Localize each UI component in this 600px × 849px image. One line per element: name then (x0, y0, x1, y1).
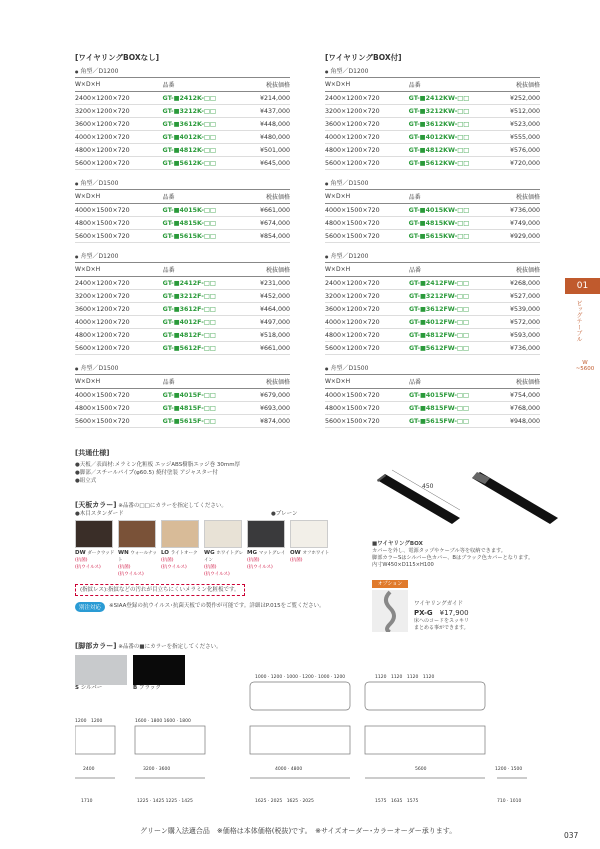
price-cell: ¥448,000 (245, 118, 290, 131)
price-cell: ¥464,000 (245, 303, 290, 316)
size-cell: 4800×1200×720 (325, 329, 403, 342)
size-cell: 4000×1200×720 (325, 316, 403, 329)
code-cell: GT-■3212KW-□□ (403, 105, 498, 118)
price-group (75, 178, 290, 243)
column-header: 品番 (157, 190, 246, 204)
code-cell: GT-■3212F-□□ (157, 290, 245, 303)
color-swatch: DW ダークウッド (抗菌) (抗ウイルス) (75, 520, 115, 578)
table-row (325, 144, 540, 157)
code-cell: GT-■4012F-□□ (157, 316, 245, 329)
column-header: W×D×H (325, 375, 403, 389)
table-row (325, 92, 540, 105)
table-row (75, 342, 290, 355)
right-groups (325, 66, 540, 428)
swatch-sub: (抗菌) (抗ウイルス) (204, 565, 230, 577)
price-table (325, 77, 540, 170)
svg-text:1000 · 1200 · 1000 · 1200 · 10: 1000 · 1200 · 1000 · 1200 · 1000 · 1200 (255, 675, 346, 680)
table-row (325, 415, 540, 428)
code-cell: GT-■2412FW-□□ (403, 277, 497, 290)
svg-text:5600: 5600 (415, 767, 427, 772)
group-label: ● 舟型／D1500 (325, 363, 540, 372)
svg-text:1200 · 1500: 1200 · 1500 (495, 767, 523, 772)
code-cell: GT-■5615K-□□ (157, 230, 246, 243)
column-header: W×D×H (75, 375, 157, 389)
top-color-swatches (75, 520, 355, 578)
size-cell: 3200×1200×720 (75, 105, 157, 118)
color-swatch: LO ライトオーク (抗菌) (抗ウイルス) (161, 520, 201, 578)
column-header: 品番 (157, 263, 245, 277)
price-table (325, 189, 540, 243)
column-header: 品番 (157, 375, 245, 389)
svg-text:4000 · 4800: 4000 · 4800 (275, 767, 303, 772)
table-row (325, 131, 540, 144)
swatch-color (118, 520, 156, 548)
size-cell: 3600×1200×720 (325, 303, 403, 316)
leg-color-title: [脚部カラー] (75, 642, 117, 650)
code-cell: GT-■5612KW-□□ (403, 157, 498, 170)
size-cell: 5600×1200×720 (75, 157, 157, 170)
price-cell: ¥736,000 (497, 342, 540, 355)
group-label: ● 舟型／D1500 (75, 363, 290, 372)
color-swatch: WN ウォールナット (抗菌) (抗ウイルス) (118, 520, 158, 578)
svg-text:1710: 1710 (81, 799, 93, 804)
color-swatch: OW オフホワイト (抗菌) (290, 520, 330, 578)
group-label: ● 角型／D1500 (75, 178, 290, 187)
table-row (75, 217, 290, 230)
table-row (75, 303, 290, 316)
table-row (75, 316, 290, 329)
price-cell: ¥480,000 (245, 131, 290, 144)
chapter-tab: 01 (565, 278, 600, 294)
top-color-note: ※品番の□□にカラーを指定してください。 (118, 503, 227, 509)
column-header: 品番 (403, 190, 498, 204)
size-cell: 3600×1200×720 (75, 118, 157, 131)
wiring-box-dimension: 450 (422, 483, 434, 490)
column-header: 税抜価格 (497, 78, 540, 92)
leg-color-note: ※品番の■にカラーを指定してください。 (118, 644, 222, 650)
price-cell: ¥854,000 (245, 230, 290, 243)
column-header: W×D×H (75, 78, 157, 92)
size-cell: 3600×1200×720 (325, 118, 403, 131)
price-cell: ¥501,000 (245, 144, 290, 157)
column-header: 税抜価格 (245, 190, 290, 204)
leg-swatch-black: B ブラック (133, 655, 185, 692)
column-header: 品番 (157, 78, 246, 92)
common-specs (75, 448, 335, 485)
swatch-color (161, 520, 199, 548)
group-label: ● 角型／D1500 (325, 178, 540, 187)
table-row (75, 290, 290, 303)
group-label: ● 舟型／D1200 (325, 251, 540, 260)
wiring-guide-image (372, 590, 408, 632)
size-cell: 5600×1200×720 (325, 157, 403, 170)
svg-text:710 · 1010: 710 · 1010 (497, 799, 522, 804)
chapter-tab-label: ビッグテーブル (575, 300, 582, 342)
swatch-color (290, 520, 328, 548)
column-header: 税抜価格 (245, 263, 290, 277)
column-header: 税抜価格 (497, 375, 540, 389)
table-row (75, 389, 290, 402)
group-label: ● 角型／D1200 (75, 66, 290, 75)
top-color-title: [天板カラー] (75, 501, 117, 509)
table-row (75, 415, 290, 428)
size-cell: 4800×1200×720 (75, 144, 157, 157)
table-row (75, 230, 290, 243)
svg-text:1225 · 1425 1225 · 1425: 1225 · 1425 1225 · 1425 (137, 799, 193, 804)
svg-text:1600 · 1800 1600 · 1800: 1600 · 1800 1600 · 1800 (135, 719, 191, 724)
code-cell: GT-■4812FW-□□ (403, 329, 497, 342)
swatch-sub: (抗菌) (抗ウイルス) (118, 565, 144, 577)
special-order-text: ※SIAA登録の抗ウイルス･抗菌天板での製作が可能です。詳細はP.015をご覧ください。 (109, 603, 325, 609)
code-cell: GT-■4012KW-□□ (403, 131, 498, 144)
code-cell: GT-■3612KW-□□ (403, 118, 498, 131)
table-row (325, 316, 540, 329)
column-header: W×D×H (325, 263, 403, 277)
price-cell: ¥572,000 (497, 316, 540, 329)
size-cell: 4800×1200×720 (75, 329, 157, 342)
price-table (325, 262, 540, 355)
price-cell: ¥720,000 (497, 157, 540, 170)
footer-note: グリーン購入法適合品 ※価格は本体価格(税抜)です。 ※サイズオーダー･カラーオーダー承ります。 (140, 827, 457, 835)
left-section-title: [ワイヤリングBOXなし] (75, 53, 160, 62)
price-cell: ¥527,000 (497, 290, 540, 303)
chapter-tab-range: W ~5600 (575, 360, 595, 372)
svg-text:1200 1200: 1200 1200 (75, 719, 103, 724)
column-header: W×D×H (75, 263, 157, 277)
price-cell: ¥754,000 (497, 389, 540, 402)
size-cell: 5600×1200×720 (325, 342, 403, 355)
wiring-guide-name: ワイヤリングガイド (414, 601, 464, 607)
code-cell: GT-■3212FW-□□ (403, 290, 497, 303)
table-row (75, 144, 290, 157)
size-cell: 2400×1200×720 (325, 92, 403, 105)
wiring-box-title: ■ワイヤリングBOX (372, 541, 423, 547)
code-cell: GT-■4012FW-□□ (403, 316, 497, 329)
size-cell: 4000×1500×720 (75, 204, 157, 217)
table-row (75, 329, 290, 342)
swatch-sub: (抗菌) (抗ウイルス) (75, 558, 101, 570)
price-table (75, 77, 290, 170)
code-cell: GT-■3612FW-□□ (403, 303, 497, 316)
svg-text:3200 · 3600: 3200 · 3600 (143, 767, 171, 772)
svg-text:2400: 2400 (83, 767, 95, 772)
table-row (325, 303, 540, 316)
column-header: W×D×H (75, 190, 157, 204)
code-cell: GT-■4815FW-□□ (403, 402, 497, 415)
price-cell: ¥252,000 (497, 92, 540, 105)
table-row (75, 131, 290, 144)
price-group (75, 363, 290, 428)
code-cell: GT-■5615FW-□□ (403, 415, 497, 428)
column-header: 税抜価格 (245, 78, 290, 92)
code-cell: GT-■4815F-□□ (157, 402, 245, 415)
size-cell: 3600×1200×720 (75, 303, 157, 316)
table-row (75, 92, 290, 105)
wood-label: ●木目スタンダード (75, 511, 124, 517)
price-cell: ¥768,000 (497, 402, 540, 415)
wiring-guide-desc: 床へのコードをスッキリ まとめる事ができます。 (414, 618, 469, 631)
size-cell: 4000×1200×720 (75, 131, 157, 144)
size-cell: 4800×1500×720 (325, 402, 403, 415)
swatch-sub: (抗菌) (抗ウイルス) (161, 558, 187, 570)
code-cell: GT-■4015FW-□□ (403, 389, 497, 402)
price-group (75, 251, 290, 355)
swatch-color (204, 520, 242, 548)
column-header: W×D×H (325, 190, 403, 204)
common-spec-line: ●組立式 (75, 478, 97, 484)
code-cell: GT-■4015F-□□ (157, 389, 245, 402)
table-row (325, 342, 540, 355)
price-cell: ¥555,000 (497, 131, 540, 144)
size-cell: 3200×1200×720 (75, 290, 157, 303)
price-cell: ¥497,000 (245, 316, 290, 329)
price-cell: ¥693,000 (245, 402, 290, 415)
code-cell: GT-■4812F-□□ (157, 329, 245, 342)
price-group (75, 66, 290, 170)
price-cell: ¥948,000 (497, 415, 540, 428)
table-row (75, 277, 290, 290)
price-cell: ¥231,000 (245, 277, 290, 290)
table-row (325, 389, 540, 402)
price-cell: ¥512,000 (497, 105, 540, 118)
table-row (325, 118, 540, 131)
code-cell: GT-■4015K-□□ (157, 204, 246, 217)
swatch-sub: (抗菌) (290, 558, 303, 563)
table-row (325, 290, 540, 303)
code-cell: GT-■3612F-□□ (157, 303, 245, 316)
code-cell: GT-■5612K-□□ (157, 157, 246, 170)
fingerprint-note: (指紋レス):指紋などの汚れが目立ちにくいメラミン化粧板です。 (75, 584, 245, 596)
code-cell: GT-■4015KW-□□ (403, 204, 498, 217)
price-cell: ¥674,000 (245, 217, 290, 230)
column-header: 品番 (403, 78, 498, 92)
size-cell: 2400×1200×720 (75, 277, 157, 290)
price-cell: ¥749,000 (497, 217, 540, 230)
group-label: ● 角型／D1200 (325, 66, 540, 75)
swatch-sub: (抗菌) (抗ウイルス) (247, 558, 273, 570)
left-price-column (75, 52, 290, 436)
leg-swatch-silver: S シルバー (75, 655, 127, 692)
code-cell: GT-■4815KW-□□ (403, 217, 498, 230)
column-header: 品番 (403, 263, 497, 277)
wiring-box-desc: カバーを外し、電源タップやケーブル等を収納できます。 脚部カラーSはシルバー色カバー、Bはブラック色カバーとなります。 内寸W450×D115×H100 (372, 548, 534, 568)
code-cell: GT-■4812K-□□ (157, 144, 246, 157)
price-table (325, 374, 540, 428)
plain-label: ●プレーン (271, 511, 298, 517)
size-cell: 4000×1200×720 (325, 131, 403, 144)
price-cell: ¥576,000 (497, 144, 540, 157)
common-spec-line: ●天板／表面材:メラミン化粧板 エッジABS樹脂エッジ巻 30mm厚 (75, 462, 241, 468)
table-row (325, 217, 540, 230)
wiring-guide-info (414, 600, 534, 632)
code-cell: GT-■5612F-□□ (157, 342, 245, 355)
price-cell: ¥452,000 (245, 290, 290, 303)
size-cell: 4000×1200×720 (75, 316, 157, 329)
code-cell: GT-■3212K-□□ (157, 105, 246, 118)
swatch-color (75, 520, 113, 548)
price-cell: ¥645,000 (245, 157, 290, 170)
code-cell: GT-■2412K-□□ (157, 92, 246, 105)
price-cell: ¥268,000 (497, 277, 540, 290)
price-group (325, 178, 540, 243)
price-cell: ¥518,000 (245, 329, 290, 342)
swatch-color (247, 520, 285, 548)
size-cell: 3200×1200×720 (325, 105, 403, 118)
price-group (325, 66, 540, 170)
column-header: 税抜価格 (245, 375, 290, 389)
price-cell: ¥679,000 (245, 389, 290, 402)
table-row (325, 105, 540, 118)
table-row (325, 157, 540, 170)
price-cell: ¥523,000 (497, 118, 540, 131)
color-swatch: MG マットグレイ (抗菌) (抗ウイルス) (247, 520, 287, 578)
special-order (75, 602, 355, 612)
group-label: ● 舟型／D1200 (75, 251, 290, 260)
column-header: 税抜価格 (497, 263, 540, 277)
code-cell: GT-■5615KW-□□ (403, 230, 498, 243)
wiring-guide-price-line: PX-G ¥17,900 (414, 609, 469, 617)
code-cell: GT-■3612K-□□ (157, 118, 246, 131)
code-cell: GT-■4012K-□□ (157, 131, 246, 144)
right-price-column (325, 52, 540, 436)
dimension-diagram (75, 670, 535, 810)
table-row (325, 329, 540, 342)
table-row (325, 277, 540, 290)
top-color-section (75, 500, 355, 612)
price-cell: ¥437,000 (245, 105, 290, 118)
table-row (75, 204, 290, 217)
size-cell: 2400×1200×720 (325, 277, 403, 290)
page-number: 037 (564, 831, 579, 840)
svg-text:1575 1635 1575: 1575 1635 1575 (375, 799, 419, 804)
price-cell: ¥661,000 (245, 204, 290, 217)
code-cell: GT-■5615F-□□ (157, 415, 245, 428)
price-table (75, 189, 290, 243)
price-group (325, 363, 540, 428)
code-cell: GT-■4812KW-□□ (403, 144, 498, 157)
price-table (75, 262, 290, 355)
size-cell: 4000×1500×720 (325, 204, 403, 217)
column-header: W×D×H (325, 78, 403, 92)
option-badge: オプション (372, 580, 408, 588)
wiring-box-info (372, 540, 562, 569)
size-cell: 4800×1500×720 (75, 217, 157, 230)
wiring-box-image (372, 458, 562, 538)
size-cell: 2400×1200×720 (75, 92, 157, 105)
size-cell: 5600×1500×720 (75, 415, 157, 428)
table-row (325, 402, 540, 415)
size-cell: 5600×1200×720 (75, 342, 157, 355)
code-cell: GT-■2412F-□□ (157, 277, 245, 290)
left-groups (75, 66, 290, 428)
code-cell: GT-■2412KW-□□ (403, 92, 498, 105)
size-cell: 4800×1500×720 (75, 402, 157, 415)
size-cell: 5600×1500×720 (325, 415, 403, 428)
price-table (75, 374, 290, 428)
price-cell: ¥874,000 (245, 415, 290, 428)
price-group (325, 251, 540, 355)
price-cell: ¥539,000 (497, 303, 540, 316)
table-row (325, 204, 540, 217)
column-header: 税抜価格 (497, 190, 540, 204)
column-header: 品番 (403, 375, 497, 389)
table-row (75, 118, 290, 131)
size-cell: 5600×1500×720 (75, 230, 157, 243)
price-cell: ¥593,000 (497, 329, 540, 342)
common-spec-line: ●脚部／スチールパイプ(φ60.5) 焼付塗装 アジャスター付 (75, 470, 218, 476)
price-cell: ¥736,000 (497, 204, 540, 217)
table-row (75, 157, 290, 170)
size-cell: 4000×1500×720 (75, 389, 157, 402)
size-cell: 3200×1200×720 (325, 290, 403, 303)
size-cell: 5600×1500×720 (325, 230, 403, 243)
code-cell: GT-■5612FW-□□ (403, 342, 497, 355)
right-section-title: [ワイヤリングBOX付] (325, 53, 402, 62)
table-row (75, 402, 290, 415)
table-row (325, 230, 540, 243)
code-cell: GT-■4815K-□□ (157, 217, 246, 230)
price-cell: ¥929,000 (497, 230, 540, 243)
table-row (75, 105, 290, 118)
size-cell: 4000×1500×720 (325, 389, 403, 402)
svg-text:1120 1120 1120 1120: 1120 1120 1120 1120 (375, 675, 435, 680)
size-cell: 4800×1500×720 (325, 217, 403, 230)
special-order-badge: 別注対応 (75, 602, 105, 612)
price-cell: ¥214,000 (245, 92, 290, 105)
svg-text:1625 · 2025 1625 · 2025: 1625 · 2025 1625 · 2025 (255, 799, 314, 804)
color-swatch: WG ホワイトグレイン (抗菌) (抗ウイルス) (204, 520, 244, 578)
size-cell: 4800×1200×720 (325, 144, 403, 157)
price-cell: ¥661,000 (245, 342, 290, 355)
common-specs-title: [共通仕様] (75, 449, 110, 457)
